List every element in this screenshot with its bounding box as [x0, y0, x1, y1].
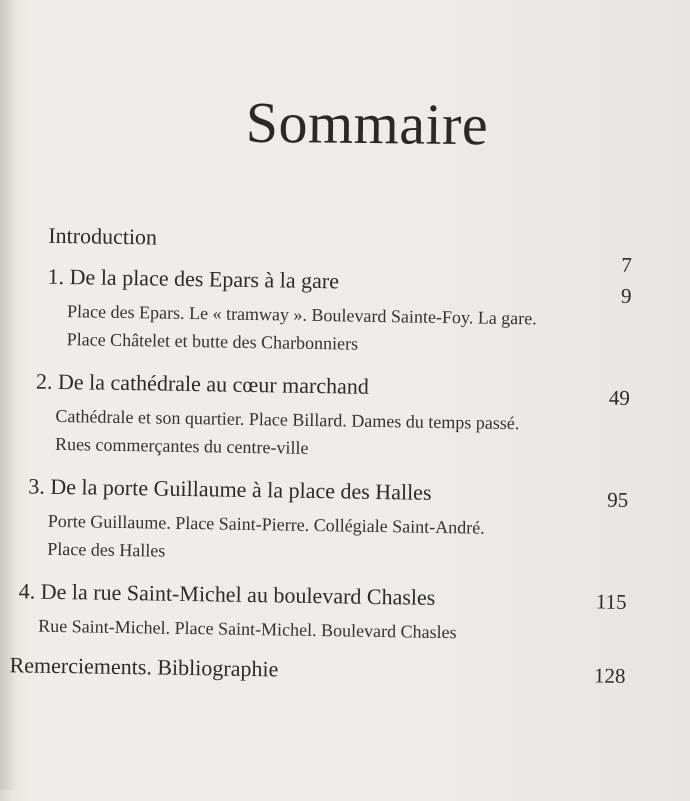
- toc-subentry: Place des Halles: [47, 538, 166, 561]
- toc-entry-introduction: Introduction: [48, 222, 158, 250]
- toc-entry-chapter-1: 1. De la place des Epars à la gare: [47, 263, 340, 294]
- toc-page-introduction: 7: [621, 252, 633, 277]
- toc-page-chapter-2: 49: [608, 385, 631, 410]
- toc-subentry: Cathédrale et son quartier. Place Billard. Dames du temps passé.: [55, 405, 520, 434]
- toc-entry-chapter-3: 3. De la porte Guillaume à la place des Halles: [28, 473, 432, 505]
- toc-subentry: Porte Guillaume. Place Saint-Pierre. Collégiale Saint-André.: [47, 510, 485, 538]
- toc-page-chapter-4: 115: [595, 589, 627, 614]
- toc-entry-chapter-2: 2. De la cathédrale au cœur marchand: [35, 368, 370, 399]
- toc-page-chapter-1: 9: [620, 283, 632, 308]
- toc-page-remerciements: 128: [593, 663, 626, 688]
- page-title: Sommaire: [245, 89, 489, 158]
- toc-entry-chapter-4: 4. De la rue Saint-Michel au boulevard Chasles: [18, 578, 436, 610]
- toc-entry-remerciements: Remerciements. Bibliographie: [9, 652, 279, 682]
- toc-subentry: Place des Epars. Le « tramway ». Boulevard Sainte-Foy. La gare.: [66, 301, 537, 329]
- toc-subentry: Rue Saint-Michel. Place Saint-Michel. Boulevard Chasles: [38, 615, 457, 643]
- toc-subentry: Rues commerçantes du centre-ville: [54, 433, 309, 458]
- toc-subentry: Place Châtelet et butte des Charbonniers: [66, 329, 359, 354]
- toc-page-chapter-3: 95: [607, 487, 629, 512]
